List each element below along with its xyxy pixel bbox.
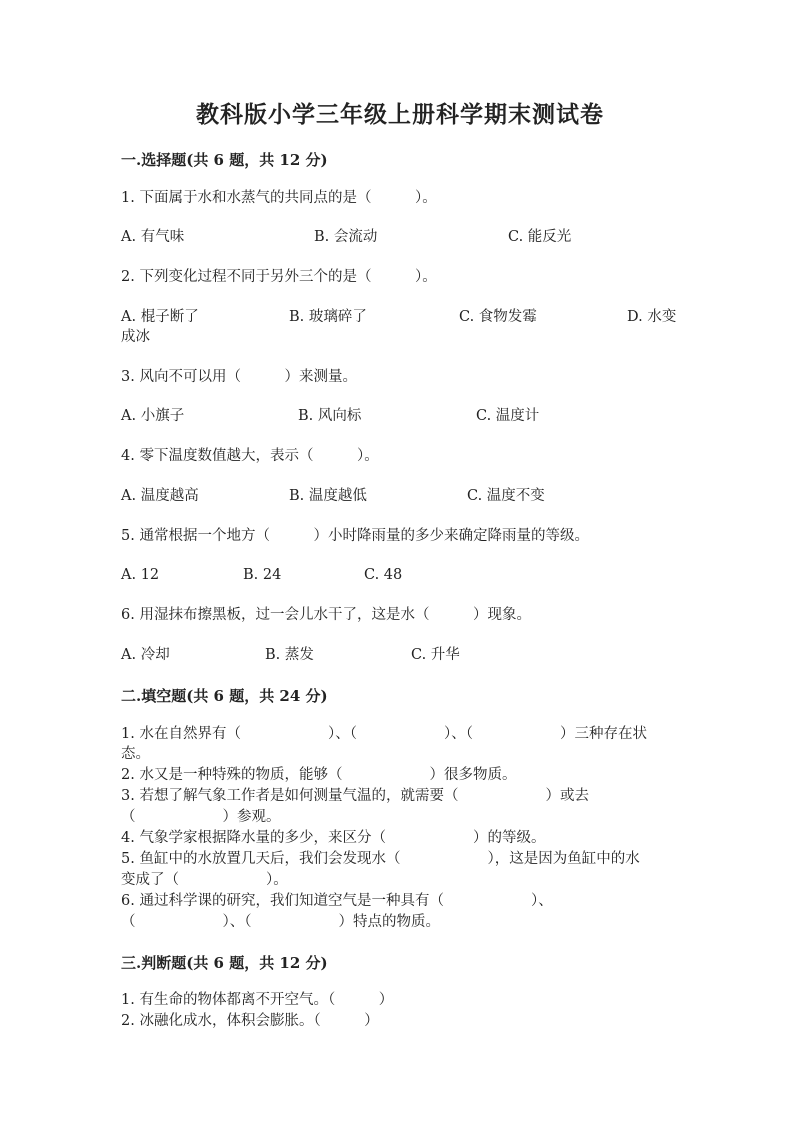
section-heading-judge: 三.判断题(共 6 题，共 12 分)	[121, 954, 328, 972]
question-text: 3. 风向不可以用（ ）来测量。	[121, 369, 357, 385]
fill-line: 2. 水又是一种特殊的物质，能够（ ）很多物质。	[121, 767, 517, 783]
fill-line: 4. 气象学家根据降水量的多少，来区分（ ）的等级。	[121, 830, 546, 846]
fill-line: 3. 若想了解气象工作者是如何测量气温的，就需要（ ）或去	[121, 788, 589, 804]
option-b: B. 风向标	[298, 408, 362, 424]
option-b: B. 会流动	[314, 229, 378, 245]
option-c: C. 食物发霉	[459, 309, 537, 325]
exam-title: 教科版小学三年级上册科学期末测试卷	[196, 101, 604, 128]
question-text: 4. 零下温度数值越大，表示（ ）。	[121, 448, 379, 464]
fill-line: 变成了（ ）。	[121, 872, 288, 888]
option-c: C. 温度不变	[467, 488, 545, 504]
option-a: A. 12	[121, 567, 160, 583]
question-text: 6. 用湿抹布擦黑板，过一会儿水干了，这是水（ ）现象。	[121, 607, 531, 623]
option-c: C. 能反光	[508, 229, 572, 245]
option-d-continued: 成冰	[121, 329, 150, 345]
option-c: C. 48	[364, 567, 403, 583]
fill-line: 6. 通过科学课的研究，我们知道空气是一种具有（ ）、	[121, 893, 553, 909]
option-a: A. 有气味	[121, 229, 185, 245]
fill-line: 1. 水在自然界有（ ）、（ ）、（ ）三种存在状	[121, 726, 647, 742]
section-heading-choice: 一.选择题(共 6 题，共 12 分)	[121, 151, 328, 169]
question-text: 2. 下列变化过程不同于另外三个的是（ ）。	[121, 269, 437, 285]
fill-line: 5. 鱼缸中的水放置几天后，我们会发现水（ ），这是因为鱼缸中的水	[121, 851, 640, 867]
question-text: 5. 通常根据一个地方（ ）小时降雨量的多少来确定降雨量的等级。	[121, 528, 589, 544]
fill-line: 态。	[121, 746, 150, 762]
option-b: B. 蒸发	[265, 647, 314, 663]
question-text: 1. 下面属于水和水蒸气的共同点的是（ ）。	[121, 190, 437, 206]
option-d: D. 水变	[627, 309, 677, 325]
option-a: A. 棍子断了	[121, 309, 199, 325]
option-a: A. 冷却	[121, 647, 170, 663]
option-a: A. 小旗子	[121, 408, 185, 424]
option-b: B. 温度越低	[289, 488, 367, 504]
option-a: A. 温度越高	[121, 488, 199, 504]
fill-line: （ ）、（ ）特点的物质。	[121, 914, 440, 930]
section-heading-fill: 二.填空题(共 6 题，共 24 分)	[121, 687, 328, 705]
option-b: B. 24	[243, 567, 282, 583]
fill-line: （ ）参观。	[121, 809, 281, 825]
option-c: C. 温度计	[476, 408, 540, 424]
option-b: B. 玻璃碎了	[289, 309, 367, 325]
judge-item: 1. 有生命的物体都离不开空气。（ ）	[121, 992, 394, 1008]
judge-item: 2. 冰融化成水，体积会膨胀。（ ）	[121, 1013, 379, 1029]
option-c: C. 升华	[411, 647, 460, 663]
